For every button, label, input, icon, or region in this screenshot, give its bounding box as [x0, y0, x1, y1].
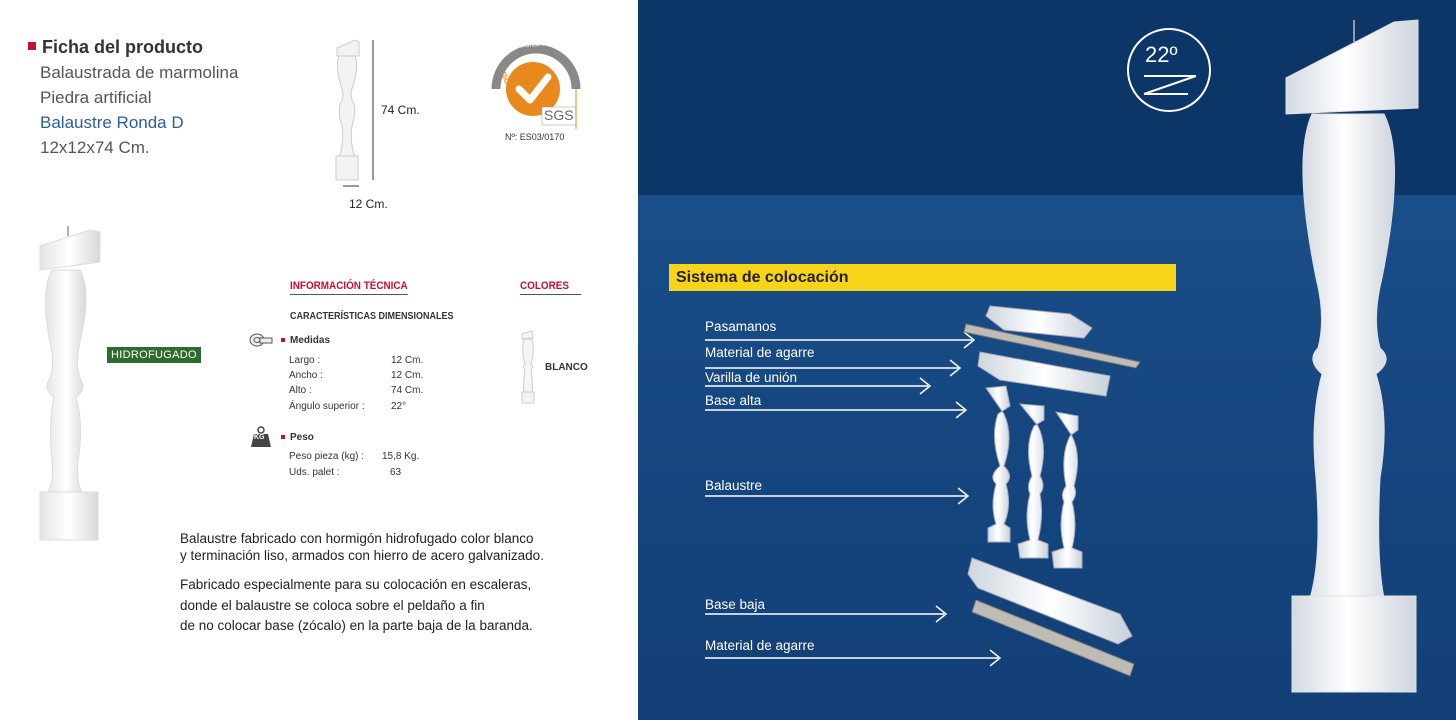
angle-badge-text: 22º	[1145, 42, 1178, 67]
weight-heading	[281, 432, 314, 443]
exploded-assembly-diagram	[960, 296, 1160, 686]
tech-info-heading: INFORMACIÓN TÉCNICA	[290, 280, 408, 295]
height-dimension-label: 74 Cm.	[381, 103, 420, 117]
ring-text: SYSTEM CERTIFICATION	[518, 38, 580, 50]
sgs-brand-text: SGS	[544, 107, 574, 123]
installation-system-title-bar	[669, 264, 1176, 291]
callout-bottom-base: Base baja	[705, 597, 766, 612]
callout-handrail: Pasamanos	[705, 319, 777, 334]
spec-label: Alto :	[289, 385, 312, 396]
baluster-image	[30, 222, 110, 542]
description-p2-line1: Fabricado especialmente para su colocación en escaleras,	[180, 577, 532, 592]
spec-value: 12 Cm.	[391, 355, 424, 366]
measures-heading-text: Medidas	[290, 335, 331, 346]
spec-value: 63	[390, 467, 402, 478]
spec-label: Largo :	[289, 355, 321, 366]
description-p1-line2: y terminación liso, armados con hierro de acero galvanizado.	[180, 548, 544, 563]
product-sheet-title-text: Ficha del producto	[42, 37, 204, 57]
callout-grip-material-bottom: Material de agarre	[705, 638, 815, 653]
angle-lines-icon	[1140, 70, 1202, 98]
red-bullet	[281, 338, 285, 342]
color-option-white: BLANCO	[545, 362, 588, 373]
product-name: Balaustre Ronda D	[40, 113, 184, 132]
description-p1-line1: Balaustre fabricado con hormigón hidrofugado color blanco	[180, 531, 534, 546]
large-baluster-image	[1280, 18, 1430, 698]
callout-baluster: Balaustre	[705, 478, 763, 493]
callout-top-base: Base alta	[705, 393, 762, 408]
product-size: 12x12x74 Cm.	[40, 138, 150, 157]
spec-value: 74 Cm.	[391, 385, 424, 396]
width-dimension-label: 12 Cm.	[349, 197, 388, 211]
description-p2-line2: donde el balaustre se coloca sobre el peldaño a fin	[180, 598, 485, 613]
spec-label: Ancho :	[289, 370, 323, 381]
iso-text: ISO 9001	[499, 71, 517, 102]
product-line-1: Balaustrada de marmolina	[40, 63, 239, 82]
hydrophobic-badge: HIDROFUGADO	[107, 347, 201, 363]
baluster-dimension-drawing	[325, 36, 385, 196]
callout-joining-rod: Varilla de unión	[705, 370, 798, 385]
weight-heading-text: Peso	[290, 432, 314, 443]
red-square-bullet	[28, 42, 36, 50]
dimensional-characteristics-heading: CARACTERÍSTICAS DIMENSIONALES	[290, 311, 454, 322]
installation-system-title: Sistema de colocación	[676, 269, 849, 286]
spec-label: Uds. palet :	[289, 467, 340, 478]
product-line-2: Piedra artificial	[40, 88, 152, 107]
weight-icon-text: KG	[254, 434, 265, 441]
spec-value: 12 Cm.	[391, 370, 424, 381]
red-bullet	[281, 435, 285, 439]
measures-heading	[281, 335, 330, 346]
certification-number: Nº: ES03/0170	[505, 132, 565, 142]
color-swatch-baluster	[518, 330, 538, 405]
callout-grip-material: Material de agarre	[705, 345, 815, 360]
spec-label: Peso pieza (kg) :	[289, 451, 365, 462]
description-p2-line3: de no colocar base (zócalo) en la parte baja de la baranda.	[180, 618, 533, 633]
colors-heading: COLORES	[520, 280, 581, 295]
spec-label: Ángulo superior :	[289, 401, 365, 412]
spec-value: 22°	[391, 401, 407, 412]
product-sheet-title	[28, 37, 203, 58]
measuring-tape-icon	[248, 332, 274, 348]
spec-value: 15,8 Kg.	[382, 451, 420, 462]
